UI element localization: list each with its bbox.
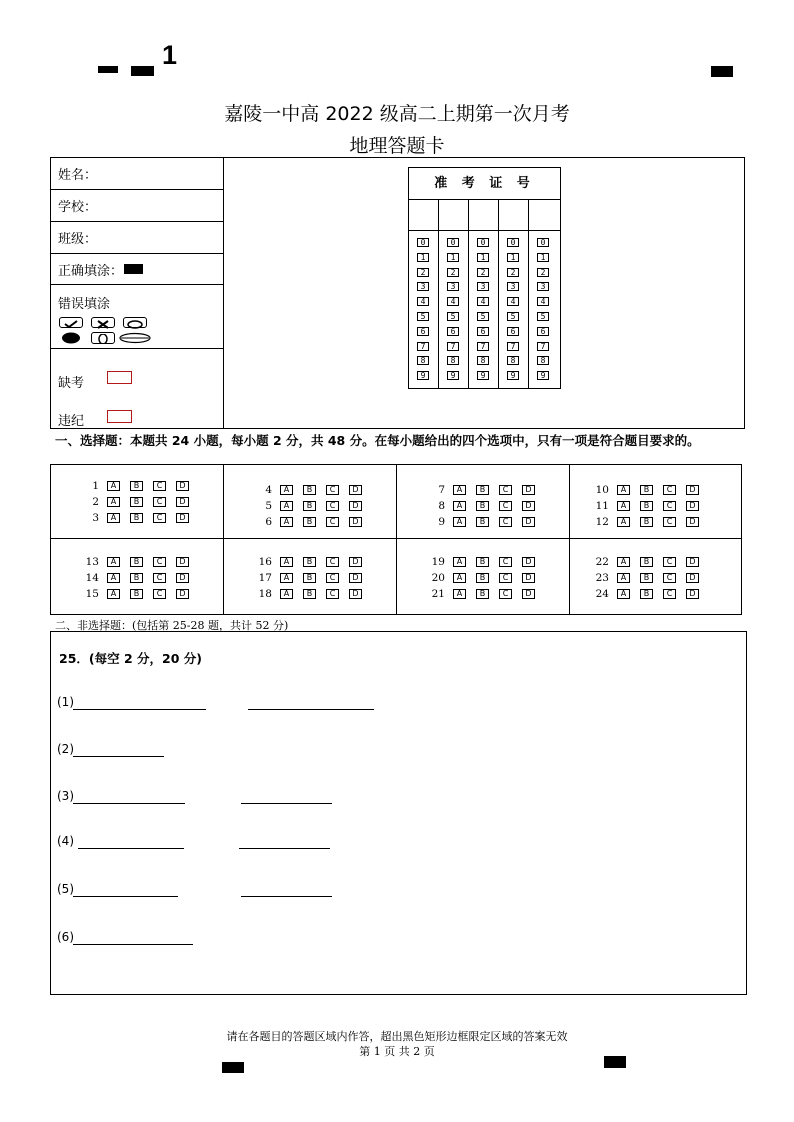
mcq-question-row bbox=[591, 571, 709, 585]
mcq-question-row bbox=[427, 483, 545, 497]
admission-digit-bubble[interactable]: 7 bbox=[447, 342, 459, 351]
mcq-divider-v3 bbox=[569, 465, 570, 614]
cross-mark-icon bbox=[91, 317, 115, 328]
mcq-option-bubble[interactable]: A bbox=[280, 501, 293, 511]
admission-digit-bubble[interactable]: 9 bbox=[417, 371, 429, 380]
circle-mark-icon bbox=[123, 317, 147, 328]
admission-digit-write-box[interactable] bbox=[439, 199, 468, 231]
admission-digit-bubble[interactable]: 8 bbox=[447, 356, 459, 365]
admission-digit-bubble[interactable]: 2 bbox=[417, 268, 429, 277]
mcq-question-row bbox=[81, 511, 199, 525]
mcq-question-number: 11 bbox=[595, 500, 609, 512]
mcq-option-bubble[interactable]: A bbox=[107, 573, 120, 583]
mcq-option-bubble[interactable]: C bbox=[153, 497, 166, 507]
mcq-question-number: 22 bbox=[595, 556, 609, 568]
mcq-option-bubble[interactable]: B bbox=[303, 517, 316, 527]
mcq-option-bubble[interactable]: C bbox=[153, 589, 166, 599]
mcq-question-row bbox=[81, 571, 199, 585]
mcq-question-number: 7 bbox=[438, 484, 445, 496]
admission-column bbox=[439, 199, 469, 388]
admission-digit-bubble[interactable]: 0 bbox=[507, 238, 519, 247]
mcq-question-number: 5 bbox=[265, 500, 272, 512]
mcq-option-bubble[interactable]: C bbox=[499, 517, 512, 527]
blank-label-4: (4) bbox=[57, 834, 74, 848]
admission-column bbox=[529, 199, 560, 388]
admission-digit-bubble[interactable]: 2 bbox=[447, 268, 459, 277]
mcq-question-row bbox=[254, 555, 372, 569]
school-field[interactable] bbox=[51, 190, 223, 222]
wrong-fill-label: 错误填涂 bbox=[58, 297, 111, 312]
mcq-option-bubble[interactable]: B bbox=[303, 501, 316, 511]
mcq-option-bubble[interactable]: D bbox=[686, 573, 699, 583]
correct-fill-example bbox=[51, 254, 223, 285]
absent-row bbox=[51, 349, 223, 428]
mcq-option-bubble[interactable]: B bbox=[476, 557, 489, 567]
mcq-option-bubble[interactable]: C bbox=[499, 557, 512, 567]
mcq-question-number: 19 bbox=[431, 556, 445, 568]
admission-digit-bubble[interactable]: 0 bbox=[477, 238, 489, 247]
mcq-question-number: 4 bbox=[265, 484, 272, 496]
mcq-question-row bbox=[591, 587, 709, 601]
mcq-option-bubble[interactable]: A bbox=[107, 481, 120, 491]
mcq-question-row bbox=[427, 499, 545, 513]
mcq-option-bubble[interactable]: D bbox=[349, 557, 362, 567]
filled-dot-icon bbox=[59, 332, 83, 344]
mcq-option-bubble[interactable]: D bbox=[522, 485, 535, 495]
admission-digit-bubble[interactable]: 0 bbox=[417, 238, 429, 247]
admission-digit-bubble[interactable]: 1 bbox=[447, 253, 459, 262]
mcq-option-bubble[interactable]: A bbox=[453, 485, 466, 495]
answer-line-5b[interactable] bbox=[241, 896, 332, 897]
mcq-question-number: 12 bbox=[595, 516, 609, 528]
blank-label-3: (3) bbox=[57, 789, 74, 803]
mcq-option-bubble[interactable]: C bbox=[153, 573, 166, 583]
mcq-option-bubble[interactable]: A bbox=[617, 517, 630, 527]
mcq-question-number: 16 bbox=[258, 556, 272, 568]
mcq-option-bubble[interactable]: C bbox=[499, 589, 512, 599]
card-title: 地理答题卡 bbox=[349, 135, 445, 157]
mcq-question-row bbox=[81, 495, 199, 509]
admission-digit-bubble[interactable]: 6 bbox=[477, 327, 489, 336]
mcq-question-number: 8 bbox=[438, 500, 445, 512]
admission-digit-bubble[interactable]: 4 bbox=[477, 297, 489, 306]
page-number: 1 bbox=[162, 40, 178, 70]
mcq-option-bubble[interactable]: B bbox=[303, 573, 316, 583]
admission-digit-bubble[interactable]: 9 bbox=[477, 371, 489, 380]
mcq-question-number: 21 bbox=[431, 588, 445, 600]
mcq-question-number: 23 bbox=[595, 572, 609, 584]
admission-digit-bubble[interactable]: 9 bbox=[537, 371, 549, 380]
admission-digit-bubble[interactable]: 3 bbox=[477, 282, 489, 291]
answer-line-2a[interactable] bbox=[73, 756, 164, 757]
mcq-question-row bbox=[591, 483, 709, 497]
correct-fill-label: 正确填涂： bbox=[58, 263, 124, 279]
mcq-option-bubble[interactable]: C bbox=[326, 517, 339, 527]
answer-line-3a[interactable] bbox=[73, 803, 185, 804]
filled-mark-icon bbox=[124, 264, 143, 274]
admission-digit-write-box[interactable] bbox=[409, 199, 438, 231]
admission-digit-bubble[interactable]: 3 bbox=[417, 282, 429, 291]
admission-digit-bubble[interactable]: 6 bbox=[447, 327, 459, 336]
admission-digit-bubble[interactable]: 2 bbox=[537, 268, 549, 277]
blank-label-6: (6) bbox=[57, 930, 74, 944]
alignment-mark-top-left-2 bbox=[131, 66, 154, 76]
alignment-mark-top-right bbox=[711, 66, 733, 77]
admission-digit-bubble[interactable]: 1 bbox=[537, 253, 549, 262]
mcq-option-bubble[interactable]: A bbox=[280, 557, 293, 567]
mcq-option-bubble[interactable]: D bbox=[176, 481, 189, 491]
mcq-option-bubble[interactable]: A bbox=[453, 573, 466, 583]
blank-label-5: (5) bbox=[57, 882, 74, 896]
mcq-option-bubble[interactable]: D bbox=[176, 557, 189, 567]
admission-digit-bubble[interactable]: 7 bbox=[537, 342, 549, 351]
answer-line-1b[interactable] bbox=[248, 709, 374, 710]
admission-digit-bubble[interactable]: 3 bbox=[447, 282, 459, 291]
admission-digit-bubble[interactable]: 5 bbox=[537, 312, 549, 321]
admission-digit-bubble[interactable]: 9 bbox=[447, 371, 459, 380]
mcq-option-bubble[interactable]: D bbox=[522, 589, 535, 599]
admission-digit-bubble[interactable]: 3 bbox=[537, 282, 549, 291]
mcq-question-row bbox=[591, 555, 709, 569]
school-label: 学校： bbox=[58, 200, 98, 215]
mcq-option-bubble[interactable]: D bbox=[686, 501, 699, 511]
mcq-option-bubble[interactable]: D bbox=[686, 589, 699, 599]
mcq-question-row bbox=[254, 515, 372, 529]
info-panel bbox=[50, 157, 745, 429]
mcq-question-number: 10 bbox=[595, 484, 609, 496]
admission-digit-bubble[interactable]: 8 bbox=[507, 356, 519, 365]
admission-digit-bubble[interactable]: 5 bbox=[417, 312, 429, 321]
mcq-option-bubble[interactable]: C bbox=[663, 517, 676, 527]
exam-title: 嘉陵一中高 2022 级高二上期第一次月考 bbox=[224, 103, 570, 125]
mcq-option-bubble[interactable]: C bbox=[663, 501, 676, 511]
mcq-option-bubble[interactable]: B bbox=[640, 557, 653, 567]
class-label: 班级： bbox=[58, 232, 98, 247]
admission-digit-bubble[interactable]: 7 bbox=[507, 342, 519, 351]
mcq-option-bubble[interactable]: D bbox=[522, 501, 535, 511]
mcq-question-number: 24 bbox=[595, 588, 609, 600]
mcq-option-bubble[interactable]: D bbox=[349, 485, 362, 495]
admission-digit-bubble[interactable]: 8 bbox=[417, 356, 429, 365]
mcq-question-number: 18 bbox=[258, 588, 272, 600]
mcq-question-row bbox=[254, 499, 372, 513]
admission-digit-bubble[interactable]: 6 bbox=[507, 327, 519, 336]
mcq-option-bubble[interactable]: A bbox=[107, 497, 120, 507]
mcq-option-bubble[interactable]: B bbox=[303, 589, 316, 599]
mcq-option-bubble[interactable]: A bbox=[107, 513, 120, 523]
mcq-option-bubble[interactable]: B bbox=[130, 497, 143, 507]
mcq-option-bubble[interactable]: D bbox=[349, 589, 362, 599]
mcq-option-bubble[interactable]: C bbox=[326, 557, 339, 567]
mcq-option-bubble[interactable]: A bbox=[617, 589, 630, 599]
class-field[interactable] bbox=[51, 222, 223, 254]
blank-label-2: (2) bbox=[57, 742, 74, 756]
admission-digit-bubble[interactable]: 4 bbox=[507, 297, 519, 306]
horizontal-oval-icon bbox=[119, 332, 151, 344]
admission-digit-bubble[interactable]: 6 bbox=[537, 327, 549, 336]
admission-digit-write-box[interactable] bbox=[469, 199, 498, 231]
mcq-question-row bbox=[254, 483, 372, 497]
admission-digit-bubble[interactable]: 1 bbox=[477, 253, 489, 262]
admission-title: 准 考 证 号 bbox=[409, 168, 560, 200]
mcq-option-bubble[interactable]: D bbox=[522, 517, 535, 527]
mcq-option-bubble[interactable]: A bbox=[453, 517, 466, 527]
info-left-column bbox=[51, 158, 224, 428]
mcq-option-bubble[interactable]: B bbox=[130, 513, 143, 523]
admission-digit-bubble[interactable]: 4 bbox=[537, 297, 549, 306]
name-field[interactable] bbox=[51, 158, 223, 190]
admission-digit-bubble[interactable]: 7 bbox=[417, 342, 429, 351]
mcq-option-bubble[interactable]: B bbox=[476, 501, 489, 511]
admission-digit-bubble[interactable]: 9 bbox=[507, 371, 519, 380]
admission-digit-bubble[interactable]: 2 bbox=[477, 268, 489, 277]
mcq-option-bubble[interactable]: D bbox=[349, 501, 362, 511]
admission-digit-bubble[interactable]: 3 bbox=[507, 282, 519, 291]
mcq-question-row bbox=[427, 587, 545, 601]
mcq-question-row bbox=[591, 499, 709, 513]
mcq-option-bubble[interactable]: D bbox=[176, 589, 189, 599]
footer-notice: 请在各题目的答题区域内作答，超出黑色矩形边框限定区域的答案无效 bbox=[226, 1030, 568, 1043]
answer-line-5a[interactable] bbox=[73, 896, 178, 897]
mcq-option-bubble[interactable]: B bbox=[130, 589, 143, 599]
mcq-question-number: 15 bbox=[85, 588, 99, 600]
q25-title: 25．(每空 2 分，20 分) bbox=[59, 651, 202, 666]
mcq-option-bubble[interactable]: D bbox=[176, 573, 189, 583]
vertical-oval-icon bbox=[91, 332, 115, 344]
mcq-question-number: 14 bbox=[85, 572, 99, 584]
admission-digit-bubble[interactable]: 2 bbox=[507, 268, 519, 277]
mcq-option-bubble[interactable]: B bbox=[640, 501, 653, 511]
section2-heading: 二、非选择题：(包括第 25-28 题，共计 52 分) bbox=[55, 619, 289, 632]
admission-digit-write-box[interactable] bbox=[499, 199, 528, 231]
alignment-mark-bottom-right bbox=[604, 1056, 626, 1068]
mcq-question-number: 1 bbox=[92, 480, 99, 492]
mcq-option-bubble[interactable]: C bbox=[499, 573, 512, 583]
admission-column bbox=[499, 199, 529, 388]
mcq-option-bubble[interactable]: B bbox=[640, 485, 653, 495]
absent-checkbox[interactable] bbox=[107, 371, 132, 384]
admission-digit-bubble[interactable]: 4 bbox=[447, 297, 459, 306]
mcq-option-bubble[interactable]: D bbox=[349, 517, 362, 527]
absent-label: 缺考 bbox=[58, 376, 85, 391]
mcq-option-bubble[interactable]: C bbox=[153, 513, 166, 523]
blank-label-1: (1) bbox=[57, 695, 74, 709]
mcq-question-row bbox=[254, 587, 372, 601]
mcq-option-bubble[interactable]: C bbox=[153, 481, 166, 491]
mcq-divider-v2 bbox=[396, 465, 397, 614]
question-25-area[interactable] bbox=[50, 631, 747, 995]
admission-digit-bubble[interactable]: 1 bbox=[417, 253, 429, 262]
mcq-option-bubble[interactable]: C bbox=[326, 573, 339, 583]
answer-line-4b[interactable] bbox=[239, 848, 330, 849]
name-label: 姓名： bbox=[58, 168, 98, 183]
admission-digit-bubble[interactable]: 5 bbox=[447, 312, 459, 321]
mcq-option-bubble[interactable]: A bbox=[107, 557, 120, 567]
mcq-option-bubble[interactable]: C bbox=[326, 501, 339, 511]
answer-line-1a[interactable] bbox=[73, 709, 206, 710]
mcq-option-bubble[interactable]: A bbox=[280, 517, 293, 527]
mcq-option-bubble[interactable]: A bbox=[617, 485, 630, 495]
admission-digit-bubble[interactable]: 7 bbox=[477, 342, 489, 351]
admission-column bbox=[409, 199, 439, 388]
footer-page-info: 第 1 页 共 2 页 bbox=[359, 1045, 435, 1058]
check-mark-icon bbox=[59, 317, 83, 328]
mcq-question-row bbox=[81, 479, 199, 493]
mcq-option-bubble[interactable]: B bbox=[476, 573, 489, 583]
mcq-question-number: 17 bbox=[258, 572, 272, 584]
mcq-option-bubble[interactable]: D bbox=[686, 485, 699, 495]
mcq-question-number: 20 bbox=[431, 572, 445, 584]
answer-line-4a[interactable] bbox=[78, 848, 184, 849]
mcq-option-bubble[interactable]: D bbox=[176, 513, 189, 523]
mcq-option-bubble[interactable]: A bbox=[107, 589, 120, 599]
violation-checkbox[interactable] bbox=[107, 410, 132, 423]
mcq-question-number: 13 bbox=[85, 556, 99, 568]
mcq-option-bubble[interactable]: C bbox=[326, 485, 339, 495]
admission-digit-bubble[interactable]: 1 bbox=[507, 253, 519, 262]
mcq-option-bubble[interactable]: A bbox=[617, 573, 630, 583]
mcq-option-bubble[interactable]: B bbox=[476, 589, 489, 599]
mcq-question-row bbox=[427, 555, 545, 569]
mcq-option-bubble[interactable]: D bbox=[522, 557, 535, 567]
mcq-option-bubble[interactable]: A bbox=[453, 557, 466, 567]
mcq-option-bubble[interactable]: B bbox=[640, 589, 653, 599]
section1-heading: 一、选择题：本题共 24 小题，每小题 2 分，共 48 分。在每小题给出的四个选项中，只有一项是符合题目要求的。 bbox=[55, 433, 700, 448]
mcq-option-bubble[interactable]: B bbox=[640, 517, 653, 527]
admission-digit-bubble[interactable]: 0 bbox=[537, 238, 549, 247]
admission-column bbox=[469, 199, 499, 388]
mcq-option-bubble[interactable]: B bbox=[130, 481, 143, 491]
mcq-option-bubble[interactable]: B bbox=[640, 573, 653, 583]
mcq-question-row bbox=[427, 571, 545, 585]
admission-digit-bubble[interactable]: 6 bbox=[417, 327, 429, 336]
mcq-question-row bbox=[81, 587, 199, 601]
mcq-grid bbox=[50, 464, 742, 615]
wrong-fill-example bbox=[51, 285, 223, 349]
mcq-option-bubble[interactable]: B bbox=[476, 517, 489, 527]
answer-line-3b[interactable] bbox=[241, 803, 332, 804]
admission-number-grid bbox=[408, 167, 561, 389]
mcq-option-bubble[interactable]: A bbox=[617, 557, 630, 567]
mcq-question-row bbox=[81, 555, 199, 569]
mcq-option-bubble[interactable]: C bbox=[663, 557, 676, 567]
mcq-option-bubble[interactable]: C bbox=[153, 557, 166, 567]
mcq-option-bubble[interactable]: A bbox=[280, 589, 293, 599]
admission-digit-bubble[interactable]: 5 bbox=[507, 312, 519, 321]
mcq-option-bubble[interactable]: C bbox=[663, 573, 676, 583]
mcq-option-bubble[interactable]: A bbox=[280, 573, 293, 583]
alignment-mark-top-left-1 bbox=[98, 66, 118, 73]
mcq-question-number: 2 bbox=[92, 496, 99, 508]
mcq-option-bubble[interactable]: C bbox=[326, 589, 339, 599]
mcq-option-bubble[interactable]: D bbox=[176, 497, 189, 507]
mcq-question-row bbox=[427, 515, 545, 529]
admission-digit-bubble[interactable]: 4 bbox=[417, 297, 429, 306]
mcq-option-bubble[interactable]: A bbox=[453, 501, 466, 511]
mcq-option-bubble[interactable]: B bbox=[130, 573, 143, 583]
admission-digit-bubble[interactable]: 8 bbox=[537, 356, 549, 365]
answer-line-6a[interactable] bbox=[73, 944, 193, 945]
mcq-question-row bbox=[591, 515, 709, 529]
alignment-mark-bottom-left bbox=[222, 1062, 244, 1073]
mcq-option-bubble[interactable]: C bbox=[663, 589, 676, 599]
mcq-option-bubble[interactable]: B bbox=[303, 557, 316, 567]
mcq-option-bubble[interactable]: D bbox=[686, 557, 699, 567]
mcq-option-bubble[interactable]: C bbox=[499, 485, 512, 495]
mcq-question-number: 9 bbox=[438, 516, 445, 528]
admission-digit-bubble[interactable]: 8 bbox=[477, 356, 489, 365]
mcq-divider-v1 bbox=[223, 465, 224, 614]
mcq-question-row bbox=[254, 571, 372, 585]
admission-digit-bubble[interactable]: 0 bbox=[447, 238, 459, 247]
mcq-option-bubble[interactable]: B bbox=[303, 485, 316, 495]
mcq-option-bubble[interactable]: D bbox=[522, 573, 535, 583]
mcq-option-bubble[interactable]: B bbox=[130, 557, 143, 567]
mcq-question-number: 6 bbox=[265, 516, 272, 528]
violation-label: 违纪 bbox=[58, 414, 85, 429]
mcq-option-bubble[interactable]: A bbox=[453, 589, 466, 599]
mcq-option-bubble[interactable]: B bbox=[476, 485, 489, 495]
mcq-option-bubble[interactable]: C bbox=[663, 485, 676, 495]
mcq-option-bubble[interactable]: D bbox=[349, 573, 362, 583]
mcq-option-bubble[interactable]: A bbox=[617, 501, 630, 511]
mcq-question-number: 3 bbox=[92, 512, 99, 524]
mcq-option-bubble[interactable]: D bbox=[686, 517, 699, 527]
admission-digit-write-box[interactable] bbox=[529, 199, 560, 231]
mcq-option-bubble[interactable]: A bbox=[280, 485, 293, 495]
mcq-option-bubble[interactable]: C bbox=[499, 501, 512, 511]
admission-digit-bubble[interactable]: 5 bbox=[477, 312, 489, 321]
